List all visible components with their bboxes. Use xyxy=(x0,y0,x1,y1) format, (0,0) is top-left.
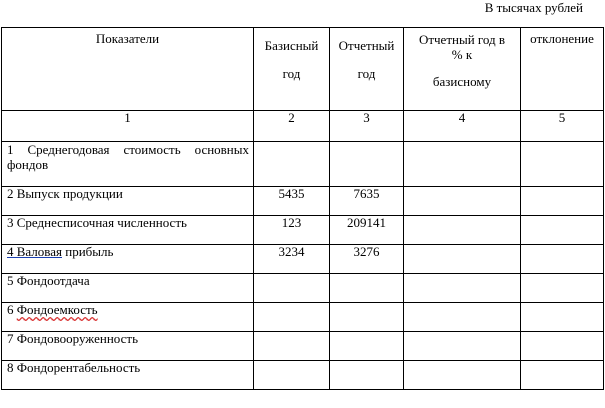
deviation-value xyxy=(521,245,604,274)
pct-value xyxy=(404,332,521,361)
header-pct-line1: Отчетный год в xyxy=(418,32,506,47)
base-value xyxy=(254,332,330,361)
deviation-value xyxy=(521,187,604,216)
header-percent-of-base xyxy=(404,28,521,111)
report-value: 7635 xyxy=(330,187,404,216)
column-number: 1 xyxy=(2,111,254,142)
indicators-table xyxy=(1,27,604,390)
pct-value xyxy=(404,361,521,390)
column-number: 2 xyxy=(254,111,330,142)
header-report-year xyxy=(330,28,404,111)
column-number-row xyxy=(2,111,604,142)
deviation-value xyxy=(521,361,604,390)
base-value: 5435 xyxy=(254,187,330,216)
report-value xyxy=(330,274,404,303)
report-value xyxy=(330,303,404,332)
pct-value xyxy=(404,187,521,216)
report-value xyxy=(330,332,404,361)
row-name-spellcheck: Фондоемкость xyxy=(16,302,98,317)
base-value xyxy=(254,274,330,303)
row-name-rest: прибыль xyxy=(62,244,114,259)
row-name xyxy=(2,245,254,274)
row-name xyxy=(2,303,254,332)
header-report-year-line1: Отчетный xyxy=(338,38,395,53)
table-row xyxy=(2,142,604,187)
header-pct-line3: базисному xyxy=(432,74,492,89)
report-value xyxy=(330,142,404,187)
deviation-value xyxy=(521,142,604,187)
row-name: 8 Фондорентабельность xyxy=(2,361,254,390)
header-base-year xyxy=(254,28,330,111)
report-value xyxy=(330,361,404,390)
row-name: 5 Фондоотдача xyxy=(2,274,254,303)
unit-note: В тысячах рублей xyxy=(484,0,583,15)
row-name: 7 Фондовооруженность xyxy=(2,332,254,361)
row-name-underlined: 4 Валовая xyxy=(7,244,63,259)
column-number: 4 xyxy=(404,111,521,142)
header-pct-line2: % к xyxy=(451,47,473,62)
table-row xyxy=(2,187,604,216)
header-indicators: Показатели xyxy=(2,28,254,111)
base-value xyxy=(254,303,330,332)
pct-value xyxy=(404,274,521,303)
pct-value xyxy=(404,303,521,332)
header-report-year-line2: год xyxy=(357,66,376,81)
row-name: 1 Среднегодовая стоимость основных фондов xyxy=(2,142,254,187)
header-row xyxy=(2,28,604,111)
header-base-year-line1: Базисный xyxy=(264,38,319,53)
deviation-value xyxy=(521,332,604,361)
row-name-prefix: 6 xyxy=(7,302,17,317)
table-row xyxy=(2,303,604,332)
report-value: 209141 xyxy=(330,216,404,245)
base-value xyxy=(254,142,330,187)
table-row xyxy=(2,216,604,245)
pct-value xyxy=(404,245,521,274)
deviation-value xyxy=(521,303,604,332)
table-row xyxy=(2,245,604,274)
table-row xyxy=(2,274,604,303)
base-value: 3234 xyxy=(254,245,330,274)
header-base-year-line2: год xyxy=(282,66,301,81)
row-name: 3 Среднесписочная численность xyxy=(2,216,254,245)
deviation-value xyxy=(521,216,604,245)
column-number: 3 xyxy=(330,111,404,142)
pct-value xyxy=(404,216,521,245)
row-name: 2 Выпуск продукции xyxy=(2,187,254,216)
pct-value xyxy=(404,142,521,187)
deviation-value xyxy=(521,274,604,303)
base-value: 123 xyxy=(254,216,330,245)
table-row xyxy=(2,332,604,361)
report-value: 3276 xyxy=(330,245,404,274)
header-deviation: отклонение xyxy=(521,28,604,111)
base-value xyxy=(254,361,330,390)
table-row xyxy=(2,361,604,390)
column-number: 5 xyxy=(521,111,604,142)
